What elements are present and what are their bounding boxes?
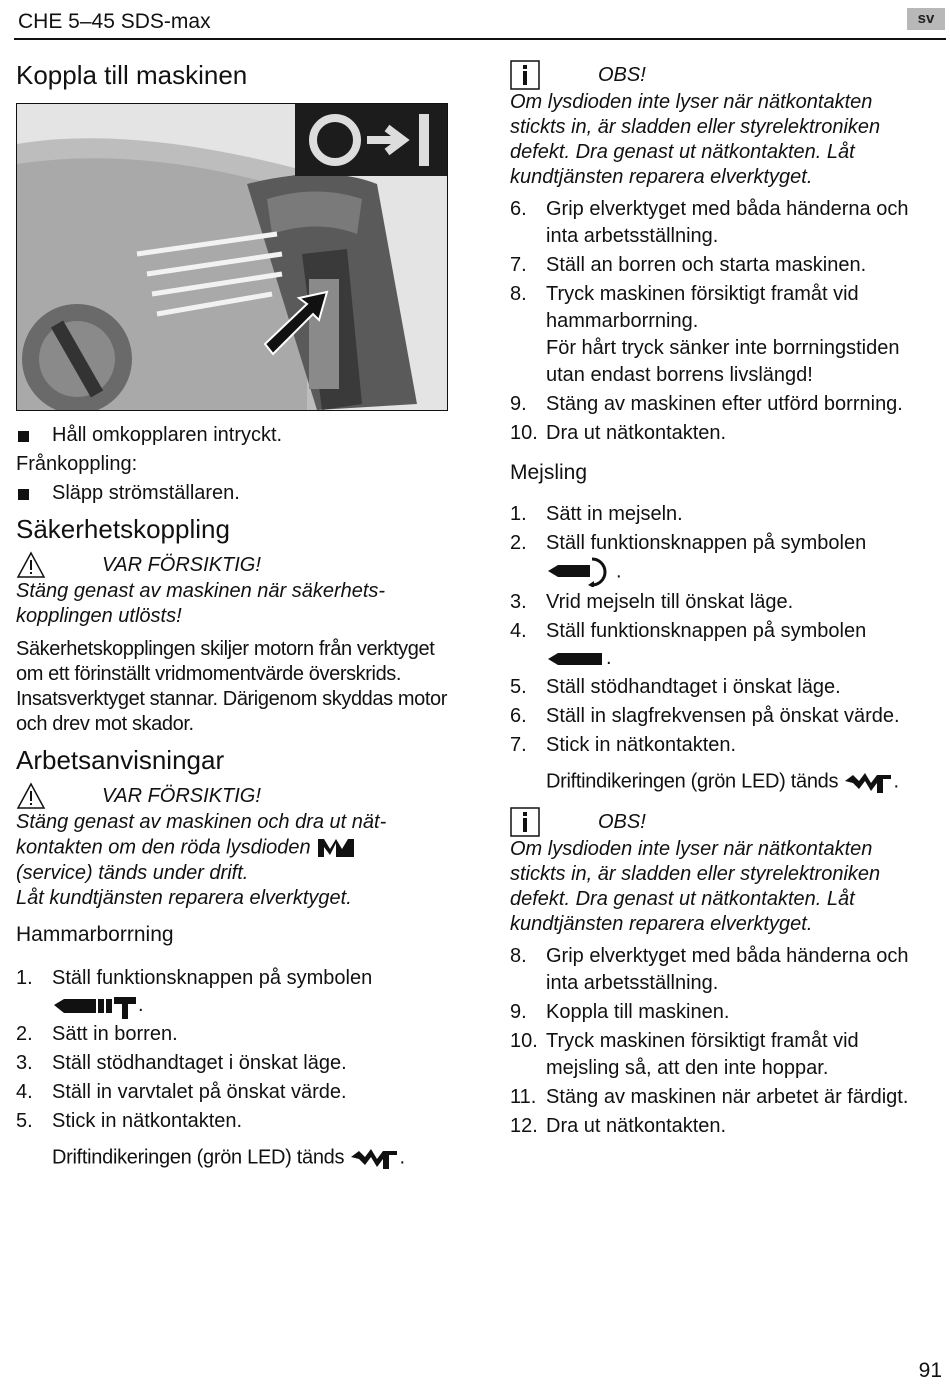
- step-number: 8.: [510, 283, 527, 305]
- list-item: [16, 1108, 456, 1135]
- list-item: [16, 1079, 456, 1106]
- warning-triangle-icon: [16, 551, 46, 579]
- section-title-connect: Koppla till maskinen: [16, 60, 248, 90]
- list-item: [510, 943, 940, 997]
- step-number: 10.: [510, 1030, 538, 1052]
- step-text: Sätt in borren.: [52, 1023, 178, 1045]
- step-text: Stick in nätkontakten.: [52, 1110, 243, 1132]
- caution-text-line: [16, 835, 456, 861]
- note-heading: [510, 60, 940, 90]
- step-number: 5.: [510, 676, 527, 698]
- note-heading: [510, 807, 940, 837]
- step-text: Stick in nätkontakten.: [546, 734, 737, 756]
- step-number: 3.: [510, 591, 527, 613]
- list-item: [510, 674, 940, 701]
- caution-text-line: Låt kundtjänsten reparera elverktyget.: [16, 887, 352, 909]
- caution-text: Stäng genast av maskinen när säkerhets-kopplingen utlösts!: [16, 580, 386, 627]
- list-item: [510, 391, 940, 418]
- list-item: [16, 965, 456, 1019]
- list-item: [510, 1028, 940, 1082]
- step-number: 9.: [510, 1001, 527, 1023]
- green-led-symbol-icon: [843, 769, 893, 795]
- caution-heading: [16, 782, 456, 810]
- info-icon: [510, 60, 540, 90]
- step-text: Ställ stödhandtaget i önskat läge.: [546, 676, 841, 698]
- period: .: [893, 770, 899, 793]
- drill-illustration: [17, 104, 447, 410]
- led-indicator-note: [16, 1145, 456, 1171]
- note-label: OBS!: [598, 810, 646, 833]
- step-text: Ställ in varvtalet på önskat värde.: [52, 1081, 347, 1103]
- caution-text-fragment: kontakten om den röda lysdioden: [16, 836, 311, 859]
- step-text: Ställ stödhandtaget i önskat läge.: [52, 1052, 347, 1074]
- list-item: [510, 281, 940, 389]
- step-number: 11.: [510, 1086, 537, 1108]
- right-column: [510, 60, 940, 1142]
- header-rule: [14, 38, 946, 40]
- step-number: 4.: [16, 1081, 33, 1103]
- step-text: Grip elverktyget med båda händerna och inta arbetsställning.: [546, 198, 909, 247]
- step-number: 9.: [510, 393, 527, 415]
- step-number: 7.: [510, 254, 527, 276]
- service-led-icon: [316, 835, 356, 861]
- tool-switch-photo: [16, 103, 448, 411]
- list-item: [510, 589, 940, 616]
- step-number: 12.: [510, 1115, 538, 1137]
- step-text: Tryck maskinen försiktigt framåt vid mejsling så, att den inte hoppar.: [546, 1030, 859, 1079]
- list-item: [16, 1050, 456, 1077]
- step-text: Koppla till maskinen.: [546, 1001, 730, 1023]
- hammer-steps-continued: [510, 196, 940, 447]
- step-text: Ställ in slagfrekvensen på önskat värde.: [546, 705, 900, 727]
- bullet-square-icon: [18, 489, 29, 500]
- list-item: [16, 1021, 456, 1048]
- list-item: [510, 618, 940, 672]
- period: .: [399, 1146, 405, 1169]
- led-note-text: Driftindikeringen (grön LED) tänds: [546, 770, 839, 793]
- step-note: För hårt tryck sänker inte borrningstiden utan endast borrens livslängd!: [546, 337, 900, 386]
- list-item: [510, 1113, 940, 1140]
- caution-heading: [16, 551, 456, 579]
- subsection-title-chisel: Mejsling: [510, 461, 588, 484]
- period: .: [606, 647, 612, 669]
- step-text: Grip elverktyget med båda händerna och inta arbetsställning.: [546, 945, 909, 994]
- led-note-text: Driftindikeringen (grön LED) tänds: [52, 1146, 345, 1169]
- step-text: Stäng av maskinen när arbetet är färdigt.: [546, 1086, 909, 1108]
- note-text: Om lysdioden inte lyser när nätkontakten stickts in, är sladden eller styrelektroniken defekt. Dra genast ut nätkontakten. Låt kundtjänsten reparera elverktyget.: [510, 838, 881, 935]
- bullet-square-icon: [18, 431, 29, 442]
- green-led-symbol-icon: [349, 1145, 399, 1171]
- step-number: 2.: [510, 532, 527, 554]
- instruction-bullet: [16, 481, 456, 506]
- list-item: [510, 530, 940, 587]
- list-item: [510, 732, 940, 759]
- hammer-drill-symbol-icon: [52, 993, 138, 1019]
- step-number: 6.: [510, 705, 527, 727]
- step-number: 5.: [16, 1110, 33, 1132]
- instruction-bullet: [16, 423, 456, 448]
- info-icon: [510, 807, 540, 837]
- step-text: Ställ funktionsknappen på symbolen: [546, 532, 867, 554]
- step-text: Tryck maskinen försiktigt framåt vid hammarborrning.: [546, 283, 859, 332]
- list-item: [510, 196, 940, 250]
- bullet-text: Håll omkopplaren intryckt.: [52, 424, 283, 446]
- list-item: [510, 703, 940, 730]
- left-column: [16, 56, 456, 1171]
- list-item: [510, 420, 940, 447]
- step-number: 1.: [16, 967, 33, 989]
- step-text: Ställ funktionsknappen på symbolen: [546, 620, 867, 642]
- chisel-rotate-symbol-icon: [546, 557, 616, 587]
- note-label: OBS!: [598, 63, 646, 86]
- step-text: Vrid mejseln till önskat läge.: [546, 591, 794, 613]
- step-text: Stäng av maskinen efter utförd borrning.: [546, 393, 903, 415]
- chisel-steps-list: [510, 501, 940, 759]
- step-number: 10.: [510, 422, 538, 444]
- language-badge: sv: [907, 8, 945, 30]
- section-title-work: Arbetsanvisningar: [16, 745, 225, 775]
- caution-text-line: (service) tänds under drift.: [16, 862, 249, 884]
- switch-off-label: Frånkoppling:: [16, 453, 138, 475]
- subsection-title-hammer: Hammarborrning: [16, 923, 174, 946]
- led-indicator-note: [510, 769, 940, 795]
- warning-triangle-icon: [16, 782, 46, 810]
- list-item: [510, 999, 940, 1026]
- step-number: 2.: [16, 1023, 33, 1045]
- step-number: 3.: [16, 1052, 33, 1074]
- chisel-symbol-icon: [546, 648, 606, 670]
- document-header-title: CHE 5–45 SDS-max: [18, 10, 211, 33]
- step-text: Dra ut nätkontakten.: [546, 422, 727, 444]
- caution-label: VAR FÖRSIKTIG!: [102, 784, 261, 807]
- period: .: [138, 994, 144, 1016]
- step-number: 6.: [510, 198, 527, 220]
- note-text: Om lysdioden inte lyser när nätkontakten stickts in, är sladden eller styrelektroniken defekt. Dra genast ut nätkontakten. Låt kundtjänsten reparera elverktyget.: [510, 91, 881, 188]
- step-number: 7.: [510, 734, 527, 756]
- step-number: 1.: [510, 503, 527, 525]
- step-text: Ställ an borren och starta maskinen.: [546, 254, 867, 276]
- bullet-text: Släpp strömställaren.: [52, 482, 240, 504]
- step-text: Ställ funktionsknappen på symbolen: [52, 967, 373, 989]
- step-text: Dra ut nätkontakten.: [546, 1115, 727, 1137]
- step-number: 8.: [510, 945, 527, 967]
- caution-label: VAR FÖRSIKTIG!: [102, 553, 261, 576]
- hammer-steps-list: [16, 965, 456, 1135]
- section-title-safety: Säkerhetskoppling: [16, 514, 230, 544]
- list-item: [510, 501, 940, 528]
- chisel-steps-continued: [510, 943, 940, 1140]
- list-item: [510, 252, 940, 279]
- step-number: 4.: [510, 620, 527, 642]
- safety-description: Säkerhetskopplingen skiljer motorn från verktyget om ett förinställt vridmomentvärde överskrids. Insatsverktyget stannar. Därigenom skyddas motor och drev mot skador.: [16, 638, 448, 735]
- caution-text-line: Stäng genast av maskinen och dra ut nät-: [16, 811, 387, 833]
- page-number: 91: [918, 1359, 942, 1382]
- list-item: [510, 1084, 940, 1111]
- step-text: Sätt in mejseln.: [546, 503, 683, 525]
- period: .: [616, 560, 622, 583]
